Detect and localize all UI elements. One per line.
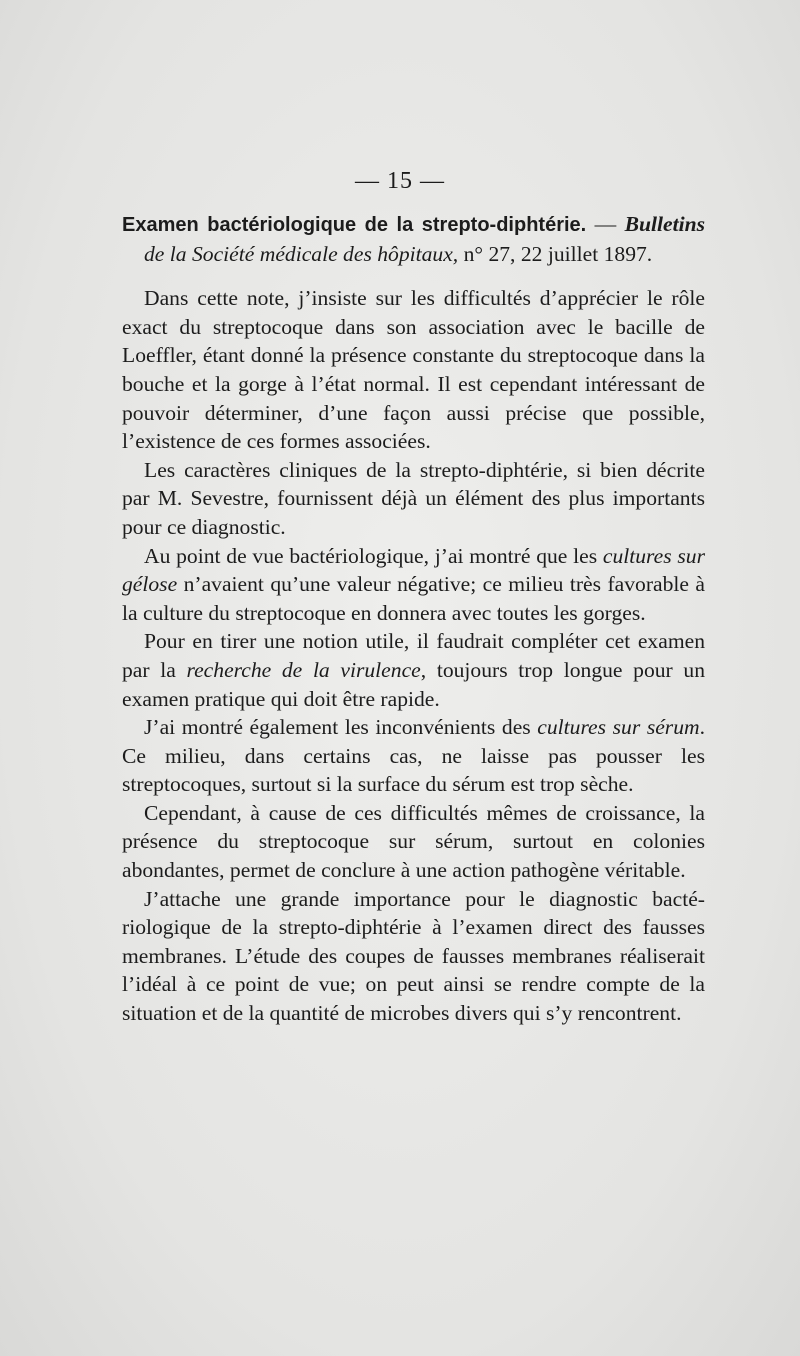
reference-dash: — xyxy=(586,212,625,236)
paragraph-3: Au point de vue bactériologique, j’ai montré que les cultures sur gélose n’avaient qu’une valeur négative; ce milieu très favorable à la culture du streptocoque en donnera avec toutes les gorges. xyxy=(122,543,705,625)
main-text xyxy=(122,210,705,1028)
reference-title: Examen bactériologique de la strepto-diphtérie. xyxy=(122,214,587,236)
paragraph-7: J’attache une grande importance pour le diagnostic bactériologique de la strepto-diphtérie à l’examen direct des fausses membranes. L’étude des coupes de fausses membranes réaliserait l’idéal à ce point de vue; on peut ainsi se rendre compte de la situation et de la quantité de microbes divers qui s’y rencontrent. xyxy=(122,886,705,1026)
bibliographic-reference xyxy=(122,210,705,268)
paragraph-4: Pour en tirer une notion utile, il faudrait compléter cet examen par la recherche de la virulence, toujours trop longue pour un examen pratique qui doit être rapide. xyxy=(122,629,706,711)
paragraph-1: Dans cette note, j’insiste sur les difficultés d’apprécier le rôle exact du streptocoque dans son association avec le bacille de Loeffler, étant donné la présence constante du streptocoque dans la bouche et la gorge à l’état normal. Il est cependant intéressant de pouvoir déterminer, d’une façon aussi précise que possible, l’existence de ces formes associées. xyxy=(122,286,705,454)
paragraph-6: Cependant, à cause de ces difficultés mêmes de croissance, la présence du streptocoque sur sérum, surtout en colonies abondantes, permet de conclure à une action pathogène véritable. xyxy=(122,800,705,883)
reference-details: n° 27, 22 juillet 1897. xyxy=(458,241,653,266)
reference-journal-part2: de la Société médicale des hôpitaux, xyxy=(144,241,459,266)
reference-journal-part1: Bulletins xyxy=(624,212,705,236)
page-number: — 15 — xyxy=(355,168,445,194)
paragraph-2: Les caractères cliniques de la strepto-diphtérie, si bien décrite par M. Sevestre, fournissent déjà un élément des plus importants pour ce diagnostic. xyxy=(122,457,705,539)
paragraph-5: J’ai montré également les inconvénients des cultures sur sérum. Ce milieu, dans certains cas, ne laisse pas pousser les streptocoques, surtout si la surface du sérum est trop sèche. xyxy=(122,715,706,797)
